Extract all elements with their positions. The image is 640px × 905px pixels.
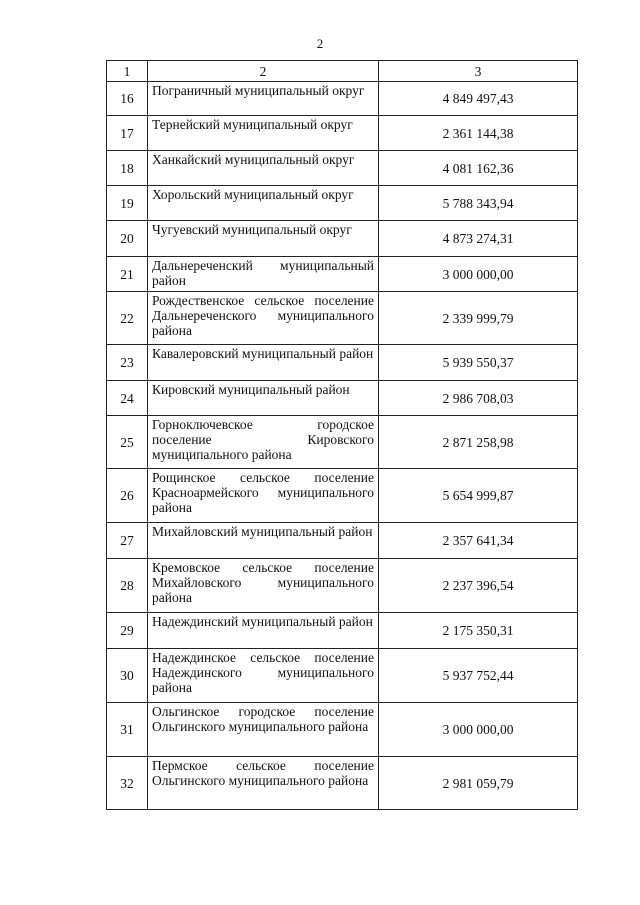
table-row — [107, 82, 578, 116]
table-row — [107, 416, 578, 469]
amount-value: 2 237 396,54 — [379, 559, 578, 613]
municipality-name: Ольгинское городское поселение Ольгинского муниципального района — [148, 703, 379, 757]
row-number: 30 — [107, 649, 148, 703]
row-number: 18 — [107, 151, 148, 186]
amount-value: 3 000 000,00 — [379, 703, 578, 757]
municipality-name: Хорольский муниципальный округ — [148, 186, 379, 221]
table-row — [107, 186, 578, 221]
row-number: 23 — [107, 345, 148, 381]
column-header-number: 1 — [107, 61, 148, 82]
table-row — [107, 469, 578, 523]
row-number: 22 — [107, 292, 148, 345]
table-row — [107, 559, 578, 613]
amount-value: 4 873 274,31 — [379, 221, 578, 257]
amount-value: 5 937 752,44 — [379, 649, 578, 703]
amount-value: 5 939 550,37 — [379, 345, 578, 381]
amount-value: 2 871 258,98 — [379, 416, 578, 469]
table-row — [107, 116, 578, 151]
row-number: 25 — [107, 416, 148, 469]
row-number: 31 — [107, 703, 148, 757]
allocation-table — [106, 60, 578, 810]
municipality-name: Дальнереченский муниципальный район — [148, 257, 379, 292]
amount-value: 2 175 350,31 — [379, 613, 578, 649]
table-row — [107, 221, 578, 257]
row-number: 16 — [107, 82, 148, 116]
municipality-name: Горноключевское городское поселение Кировского муниципального района — [148, 416, 379, 469]
municipality-name: Рождественское сельское поселение Дальнереченского муниципального района — [148, 292, 379, 345]
municipality-name: Тернейский муниципальный округ — [148, 116, 379, 151]
amount-value: 2 986 708,03 — [379, 381, 578, 416]
row-number: 20 — [107, 221, 148, 257]
municipality-name: Чугуевский муниципальный округ — [148, 221, 379, 257]
table-row — [107, 757, 578, 810]
table-header-row — [107, 61, 578, 82]
table-row — [107, 649, 578, 703]
municipality-name: Ханкайский муниципальный округ — [148, 151, 379, 186]
amount-value: 2 339 999,79 — [379, 292, 578, 345]
amount-value: 2 357 641,34 — [379, 523, 578, 559]
amount-value: 3 000 000,00 — [379, 257, 578, 292]
amount-value: 5 654 999,87 — [379, 469, 578, 523]
table-row — [107, 257, 578, 292]
row-number: 21 — [107, 257, 148, 292]
row-number: 29 — [107, 613, 148, 649]
amount-value: 2 361 144,38 — [379, 116, 578, 151]
municipality-name: Надеждинское сельское поселение Надеждинского муниципального района — [148, 649, 379, 703]
row-number: 24 — [107, 381, 148, 416]
column-header-amount: 3 — [379, 61, 578, 82]
page-number: 2 — [316, 36, 324, 51]
municipality-name: Пермское сельское поселение Ольгинского муниципального района — [148, 757, 379, 810]
municipality-name: Кировский муниципальный район — [148, 381, 379, 416]
table-row — [107, 381, 578, 416]
row-number: 28 — [107, 559, 148, 613]
municipality-name: Кремовское сельское поселение Михайловского муниципального района — [148, 559, 379, 613]
row-number: 32 — [107, 757, 148, 810]
row-number: 19 — [107, 186, 148, 221]
municipality-name: Михайловский муниципальный район — [148, 523, 379, 559]
amount-value: 4 849 497,43 — [379, 82, 578, 116]
column-header-name: 2 — [148, 61, 379, 82]
table-row — [107, 613, 578, 649]
row-number: 26 — [107, 469, 148, 523]
municipality-name: Пограничный муниципальный округ — [148, 82, 379, 116]
table-row — [107, 151, 578, 186]
row-number: 17 — [107, 116, 148, 151]
municipality-name: Рощинское сельское поселение Красноармейского муниципального района — [148, 469, 379, 523]
municipality-name: Надеждинский муниципальный район — [148, 613, 379, 649]
amount-value: 2 981 059,79 — [379, 757, 578, 810]
table-row — [107, 292, 578, 345]
amount-value: 4 081 162,36 — [379, 151, 578, 186]
table-row — [107, 345, 578, 381]
amount-value: 5 788 343,94 — [379, 186, 578, 221]
municipality-name: Кавалеровский муниципальный район — [148, 345, 379, 381]
table-row — [107, 523, 578, 559]
table-row — [107, 703, 578, 757]
row-number: 27 — [107, 523, 148, 559]
